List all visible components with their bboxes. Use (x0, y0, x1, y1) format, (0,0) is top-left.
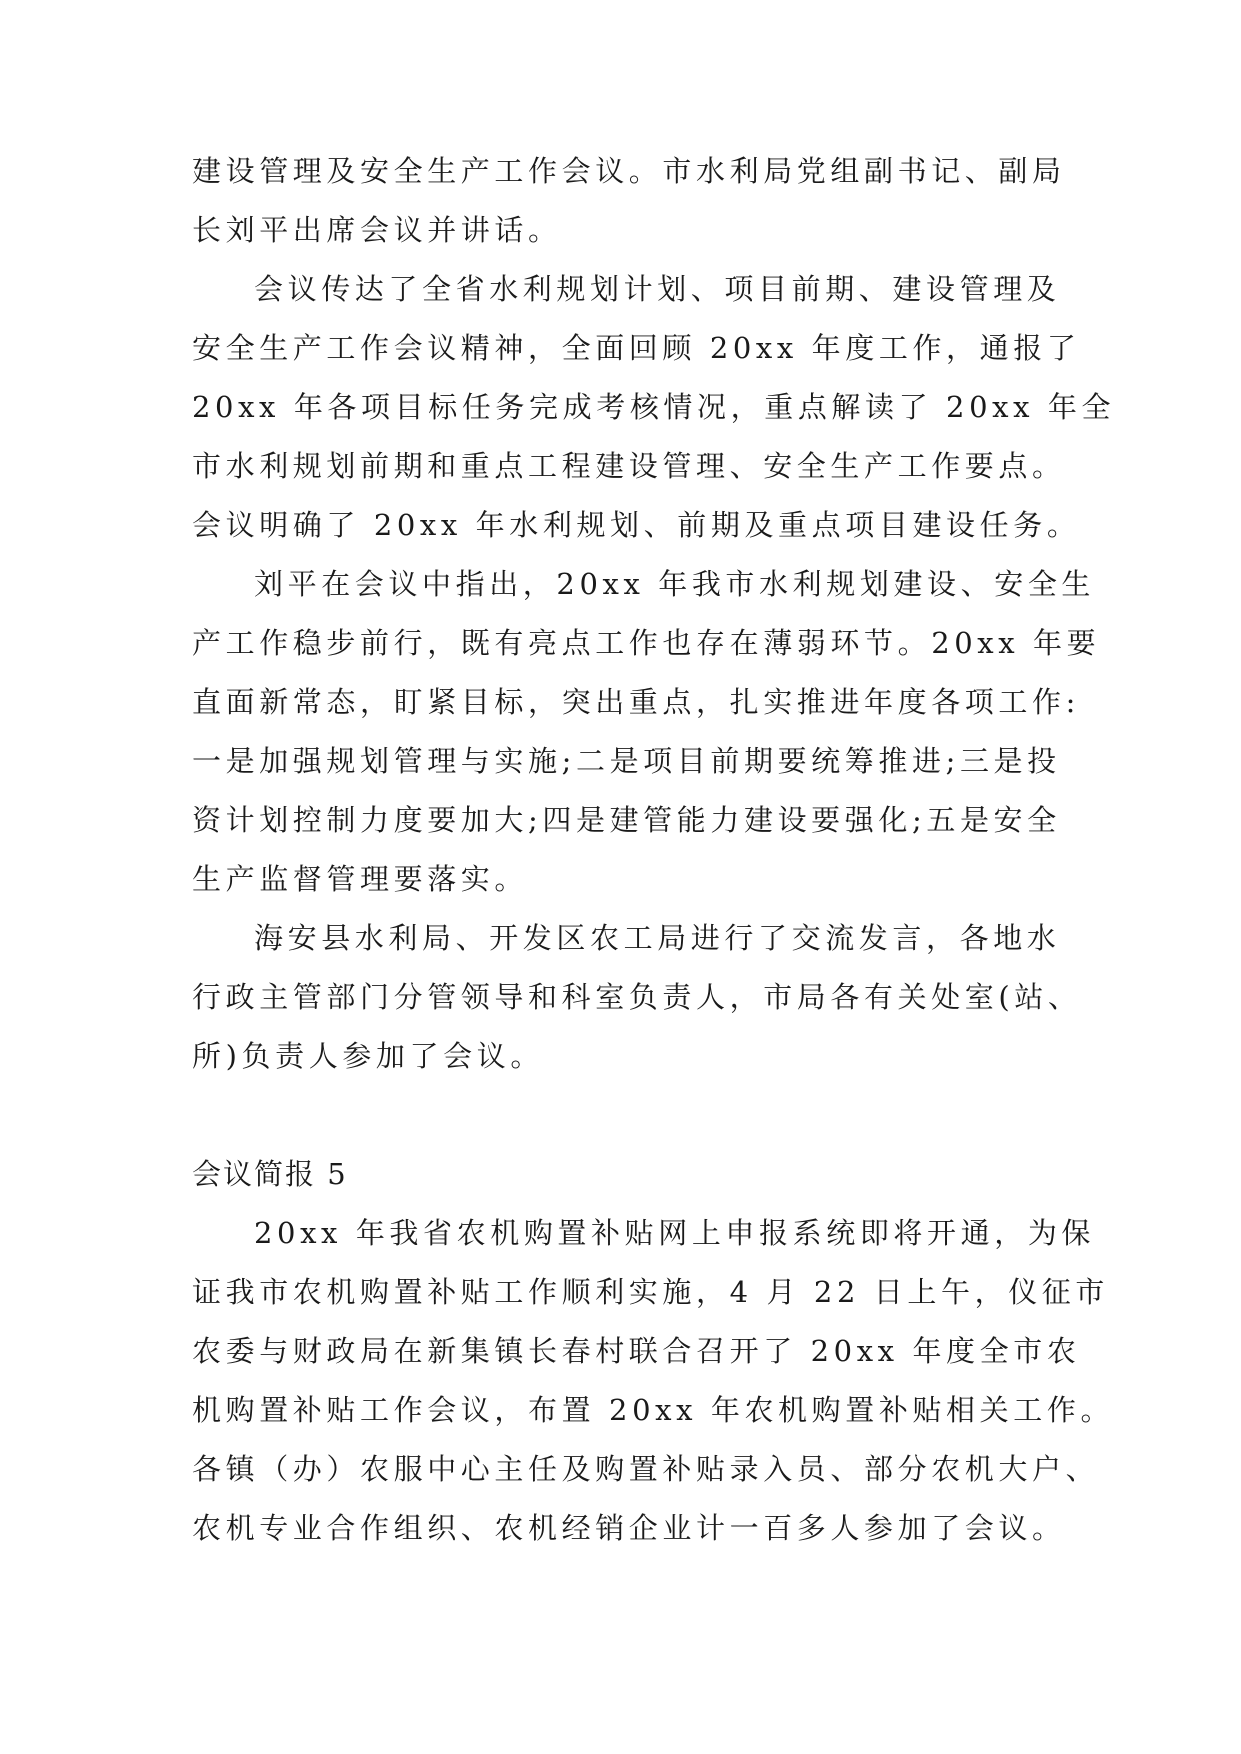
paragraph-line: 直面新常态，盯紧目标，突出重点，扎实推进年度各项工作: (192, 685, 1080, 719)
paragraph-line: 证我市农机购置补贴工作顺利实施，4 月 22 日上午，仪征市 (192, 1275, 1110, 1309)
paragraph-line: 所)负责人参加了会议。 (192, 1039, 544, 1073)
paragraph-line: 生产监督管理要落实。 (192, 862, 529, 896)
paragraph-line: 机购置补贴工作会议，布置 20xx 年农机购置补贴相关工作。 (192, 1393, 1115, 1427)
paragraph-line: 农机专业合作组织、农机经销企业计一百多人参加了会议。 (192, 1511, 1066, 1545)
section-heading: 会议简报 5 (192, 1157, 348, 1191)
paragraph-line: 一是加强规划管理与实施;二是项目前期要统筹推进;三是投 (192, 744, 1061, 778)
paragraph-line: 资计划控制力度要加大;四是建管能力建设要强化;五是安全 (192, 803, 1061, 837)
paragraph-line: 会议明确了 20xx 年水利规划、前期及重点项目建设任务。 (192, 508, 1081, 542)
paragraph-line: 20xx 年我省农机购置补贴网上申报系统即将开通，为保 (254, 1216, 1096, 1250)
paragraph-line: 刘平在会议中指出，20xx 年我市水利规划建设、安全生 (254, 567, 1096, 601)
paragraph-line: 海安县水利局、开发区农工局进行了交流发言，各地水 (254, 921, 1061, 955)
paragraph-line: 农委与财政局在新集镇长春村联合召开了 20xx 年度全市农 (192, 1334, 1081, 1368)
paragraph-line: 会议传达了全省水利规划计划、项目前期、建设管理及 (254, 272, 1061, 306)
paragraph-line: 建设管理及安全生产工作会议。市水利局党组副书记、副局 (192, 154, 1066, 188)
paragraph-line: 长刘平出席会议并讲话。 (192, 213, 562, 247)
paragraph-line: 20xx 年各项目标任务完成考核情况，重点解读了 20xx 年全 (192, 390, 1116, 424)
paragraph-line: 行政主管部门分管领导和科室负责人，市局各有关处室(站、 (192, 980, 1082, 1014)
paragraph-line: 安全生产工作会议精神，全面回顾 20xx 年度工作，通报了 (192, 331, 1081, 365)
paragraph-line: 产工作稳步前行，既有亮点工作也存在薄弱环节。20xx 年要 (192, 626, 1101, 660)
paragraph-line: 市水利规划前期和重点工程建设管理、安全生产工作要点。 (192, 449, 1066, 483)
paragraph-line: 各镇（办）农服中心主任及购置补贴录入员、部分农机大户、 (192, 1452, 1100, 1486)
